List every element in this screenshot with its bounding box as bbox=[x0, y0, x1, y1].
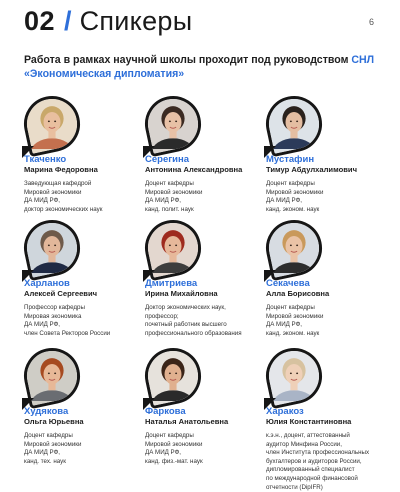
speaker-first-name: Ольга Юрьевна bbox=[24, 417, 84, 426]
portrait-icon bbox=[27, 223, 77, 273]
section-slash: / bbox=[64, 6, 72, 36]
page-number: 6 bbox=[368, 17, 374, 27]
speaker-first-name: Тимур Абдулхалимович bbox=[266, 165, 357, 174]
speaker-description-line: аудитор Минфина России, bbox=[266, 440, 342, 448]
speaker-photo bbox=[145, 220, 201, 276]
speaker-photo bbox=[266, 96, 322, 152]
section-number: 02 bbox=[24, 6, 56, 36]
speaker-description-line: профессионального образования bbox=[145, 329, 242, 337]
speaker-first-name: Наталья Анатольевна bbox=[145, 417, 229, 426]
speaker-description-line: Доцент кафедры bbox=[145, 432, 194, 439]
speaker-description-line: Мировой экономики bbox=[145, 188, 203, 196]
speaker-last-name: Секачева bbox=[266, 278, 310, 289]
speaker-photo bbox=[145, 96, 201, 152]
speaker-description bbox=[24, 304, 152, 338]
speaker-description-line: доктор экономических наук bbox=[24, 205, 103, 213]
speaker-photo bbox=[266, 348, 322, 404]
portrait-icon bbox=[148, 351, 198, 401]
speaker-description-line: Доцент кафедры bbox=[266, 304, 315, 311]
speaker-first-name: Алексей Сергеевич bbox=[24, 289, 98, 298]
speaker-description-line: канд. тех. наук bbox=[24, 457, 66, 465]
speaker-description bbox=[145, 432, 273, 466]
speaker-description-line: к.э.н., доцент, аттестованный bbox=[266, 432, 350, 439]
speaker-photo bbox=[24, 348, 80, 404]
speaker-description-line: член Института профессиональных bbox=[266, 449, 370, 457]
speaker-description-line: Мировой экономики bbox=[266, 188, 324, 196]
speaker-description-line: ДА МИД РФ, bbox=[145, 449, 182, 457]
speaker-last-name: Серегина bbox=[145, 154, 190, 165]
portrait-icon bbox=[269, 223, 319, 273]
speaker-photo bbox=[24, 96, 80, 152]
section-header bbox=[24, 6, 192, 36]
speaker-last-name: Харланов bbox=[24, 278, 70, 289]
speaker-description-line: Доцент кафедры bbox=[24, 432, 73, 439]
speaker-first-name: Юлия Константиновна bbox=[266, 417, 352, 426]
speaker-description-line: Мировой экономики bbox=[145, 440, 203, 448]
speaker-description-line: ДА МИД РФ, bbox=[266, 197, 303, 205]
speaker-description-line: по международной финансовой bbox=[266, 474, 358, 482]
speaker-last-name: Мустафин bbox=[266, 154, 315, 165]
speaker-description-line: Мировая экономика bbox=[24, 312, 82, 320]
speaker-description bbox=[266, 304, 394, 338]
speaker-description-line: дипломированный специалист bbox=[266, 466, 355, 474]
speaker-first-name: Алла Борисовна bbox=[266, 289, 330, 298]
speaker-last-name: Фаркова bbox=[145, 406, 186, 417]
portrait-icon bbox=[269, 99, 319, 149]
intro-accent: СНЛ «Экономическая дипломатия» bbox=[24, 54, 375, 80]
speaker-description bbox=[145, 180, 273, 214]
speaker-description-line: Мировой экономики bbox=[266, 312, 324, 320]
speaker-description-line: канд. эконом. наук bbox=[266, 205, 320, 213]
speaker-description-line: почетный работник высшего bbox=[145, 321, 227, 329]
speaker-description-line: ДА МИД РФ, bbox=[266, 321, 303, 329]
speaker-description-line: Доцент кафедры bbox=[266, 180, 315, 187]
speaker-last-name: Худякова bbox=[24, 406, 69, 417]
speaker-first-name: Антонина Александровна bbox=[145, 165, 243, 174]
portrait-icon bbox=[27, 99, 77, 149]
speaker-description-line: член Совета Ректоров России bbox=[24, 329, 111, 337]
section-title: Спикеры bbox=[79, 6, 193, 36]
speaker-description-line: ДА МИД РФ, bbox=[24, 449, 61, 457]
speaker-description-line: Мировой экономики bbox=[24, 188, 82, 196]
speaker-description-line: ДА МИД РФ, bbox=[145, 197, 182, 205]
speaker-description-line: Доктор экономических наук, bbox=[145, 304, 226, 311]
speaker-description-line: канд. эконом. наук bbox=[266, 329, 320, 337]
speaker-description-line: канд. физ.-мат. наук bbox=[145, 457, 203, 465]
speaker-description bbox=[24, 432, 152, 466]
speaker-description bbox=[266, 180, 394, 214]
speaker-description-line: Заведующая кафедрой bbox=[24, 180, 92, 187]
speaker-description-line: канд. полит. наук bbox=[145, 205, 194, 213]
speaker-last-name: Ткаченко bbox=[24, 154, 67, 165]
speaker-photo bbox=[266, 220, 322, 276]
speaker-photo bbox=[145, 348, 201, 404]
speaker-description-line: ДА МИД РФ, bbox=[24, 321, 61, 329]
portrait-icon bbox=[148, 99, 198, 149]
speaker-description-line: Мировой экономики bbox=[24, 440, 82, 448]
speaker-first-name: Ирина Михайловна bbox=[145, 289, 218, 298]
speaker-last-name: Харакоз bbox=[266, 406, 304, 417]
intro-text bbox=[24, 53, 384, 81]
intro-plain: Работа в рамках научной школы проходит под руководством bbox=[24, 54, 349, 66]
speaker-last-name: Дмитриева bbox=[145, 278, 198, 289]
speaker-description bbox=[24, 180, 152, 214]
speaker-description-line: профессор; bbox=[145, 312, 179, 320]
speaker-description-line: ДА МИД РФ, bbox=[24, 197, 61, 205]
speaker-description-line: Профессор кафедры bbox=[24, 304, 85, 311]
speaker-description-line: бухгалтеров и аудиторов России, bbox=[266, 457, 362, 465]
speaker-description bbox=[145, 304, 273, 338]
speaker-description-line: отчетности (DipIFR) bbox=[266, 483, 323, 491]
speaker-first-name: Марина Федоровна bbox=[24, 165, 98, 174]
portrait-icon bbox=[148, 223, 198, 273]
portrait-icon bbox=[27, 351, 77, 401]
speaker-photo bbox=[24, 220, 80, 276]
speaker-description-line: Доцент кафедры bbox=[145, 180, 194, 187]
speaker-description bbox=[266, 432, 394, 492]
portrait-icon bbox=[269, 351, 319, 401]
